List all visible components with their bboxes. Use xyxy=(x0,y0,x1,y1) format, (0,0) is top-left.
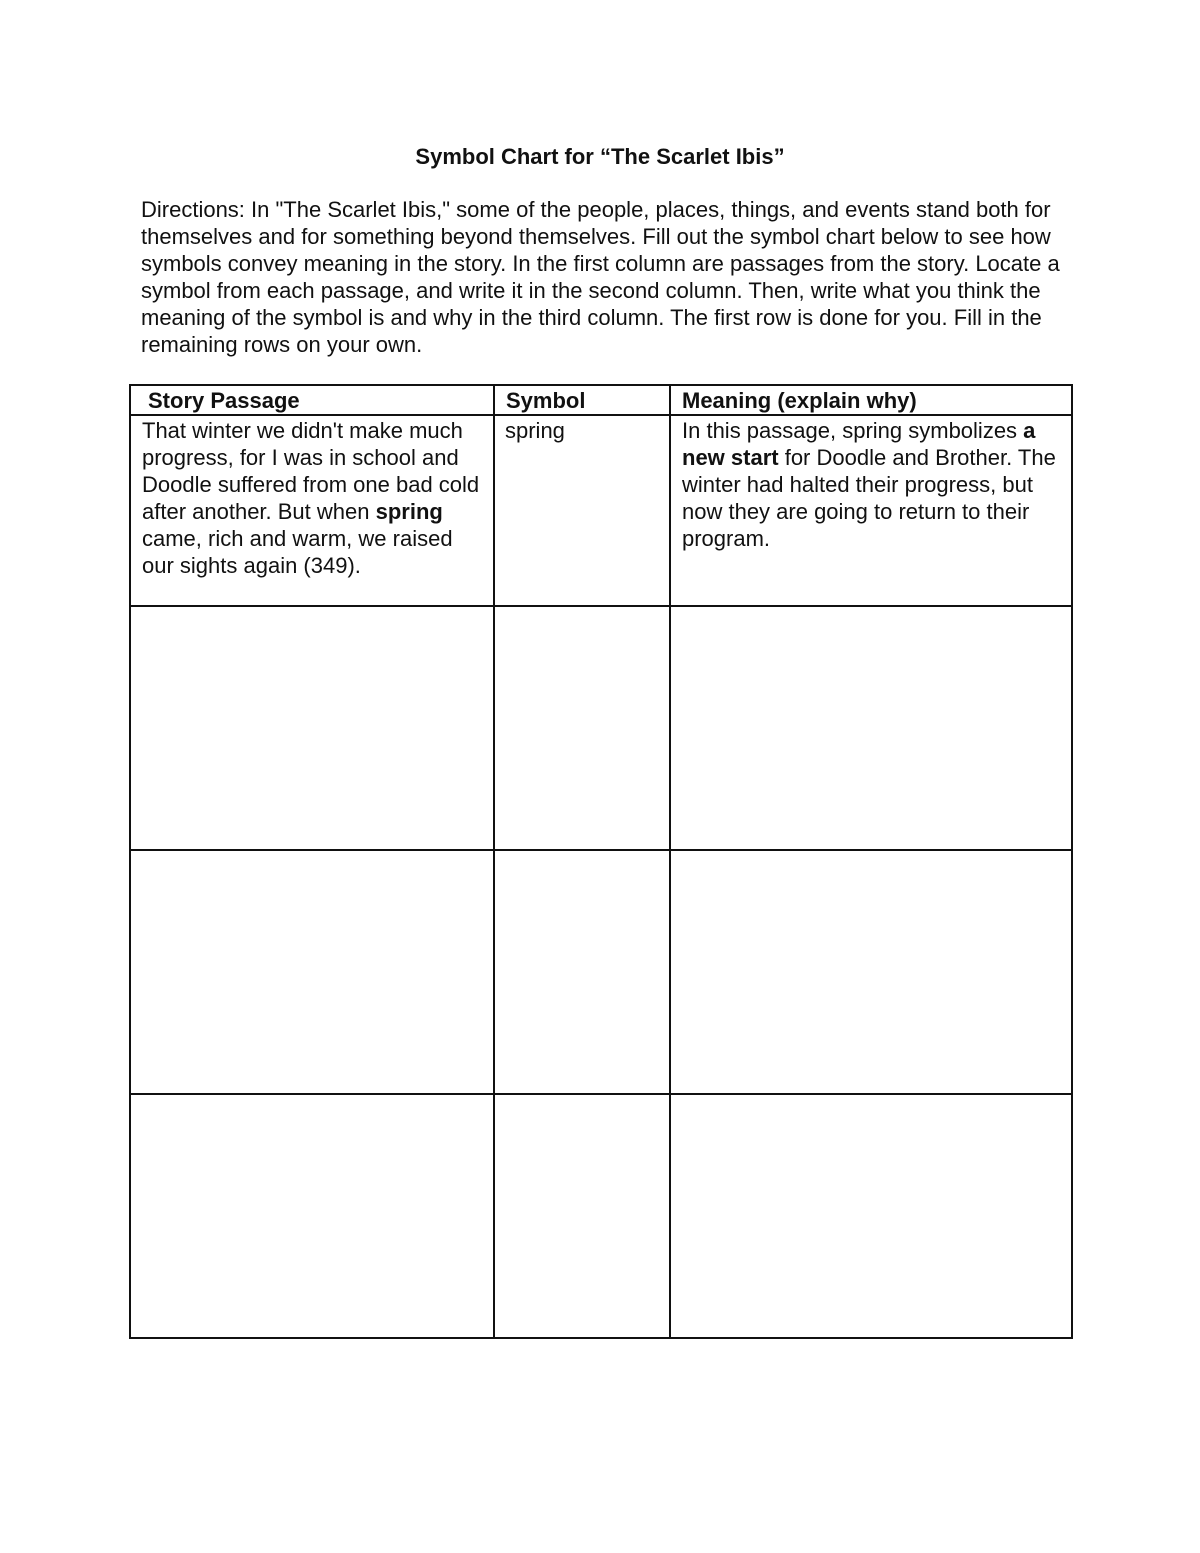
passage-cell[interactable] xyxy=(130,1094,494,1338)
symbol-cell[interactable] xyxy=(494,850,670,1094)
passage-text-end: came, rich and warm, we raised our sights again (349). xyxy=(142,526,453,578)
passage-cell[interactable] xyxy=(130,850,494,1094)
table-row xyxy=(130,606,1072,850)
header-symbol: Symbol xyxy=(494,385,670,415)
table-row xyxy=(130,850,1072,1094)
meaning-text-end: for Doodle and Brother. The winter had halted their progress, but now they are going to return to their program. xyxy=(682,445,1056,551)
page-title: Symbol Chart for “The Scarlet Ibis” xyxy=(415,144,785,169)
meaning-text: In this passage, spring symbolizes xyxy=(682,418,1024,443)
header-story-passage: Story Passage xyxy=(130,385,494,415)
table-row-example xyxy=(130,415,1072,606)
passage-cell[interactable] xyxy=(130,606,494,850)
symbol-cell[interactable] xyxy=(494,606,670,850)
meaning-cell[interactable] xyxy=(670,850,1072,1094)
example-symbol-cell: spring xyxy=(494,415,670,606)
meaning-cell[interactable] xyxy=(670,606,1072,850)
symbol-chart-table xyxy=(129,384,1073,1339)
meaning-cell[interactable] xyxy=(670,1094,1072,1338)
symbol-cell[interactable] xyxy=(494,1094,670,1338)
example-meaning-cell xyxy=(670,415,1072,606)
passage-text: That winter we didn't make much progress, for I was in school and Doodle suffered from one bad cold after another. But when xyxy=(142,418,480,524)
table-row xyxy=(130,1094,1072,1338)
meaning-emphasis: a new start xyxy=(682,418,1036,470)
passage-symbol-emphasis: spring xyxy=(375,499,443,524)
example-passage-cell xyxy=(130,415,494,606)
directions-text: Directions: In "The Scarlet Ibis," some of the people, places, things, and events stand both for themselves and for something beyond themselves. Fill out the symbol chart below to see how symbols convey meaning in the story. In the first column are passages from the story. Locate a symbol from each passage, and write it in the second column. Then, write what you think the meaning of the symbol is and why in the third column. The first row is done for you. Fill in the remaining rows on your own. xyxy=(141,197,1060,357)
header-meaning: Meaning (explain why) xyxy=(670,385,1072,415)
table-header-row xyxy=(130,385,1072,415)
